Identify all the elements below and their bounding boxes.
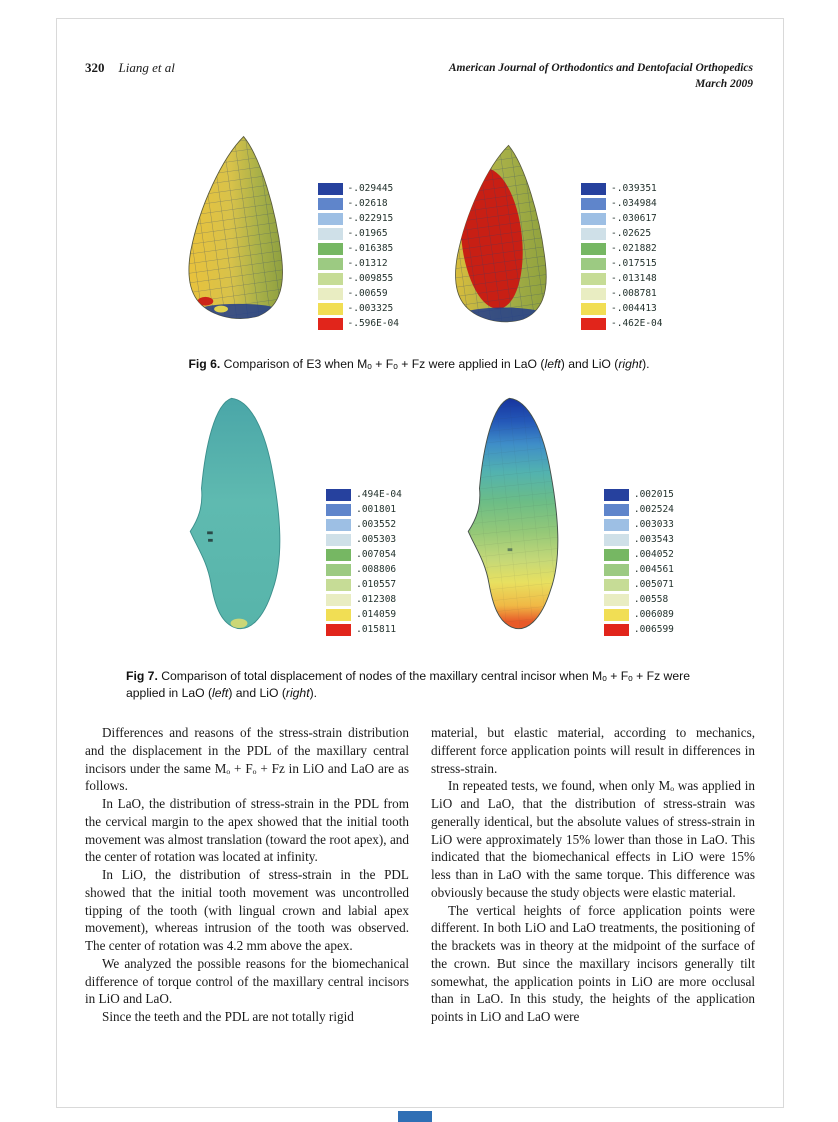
legend-row <box>326 623 402 636</box>
legend-row <box>581 317 662 330</box>
fig7-caption <box>0 668 838 701</box>
legend-swatch <box>326 624 351 636</box>
legend-swatch <box>604 564 629 576</box>
fig6-tooth-lao-image <box>176 122 306 334</box>
legend-row <box>604 503 674 516</box>
text-column-right <box>431 724 755 1026</box>
fig6-caption-label: Fig 6. <box>188 357 221 372</box>
fig6-lao-legend <box>318 182 399 330</box>
legend-value: .003552 <box>356 519 397 530</box>
legend-swatch <box>581 198 606 210</box>
paragraph: In LaO, the distribution of stress-strain in the PDL from the cervical margin to the apex showed that the initial tooth movement was almost translation (toward the root apex), and the center of rotation was located at infinity. <box>85 796 409 865</box>
legend-swatch <box>604 594 629 606</box>
legend-row <box>604 623 674 636</box>
page-number: 320 <box>85 60 105 75</box>
fig7-panel-lio <box>442 390 674 640</box>
legend-swatch <box>318 228 343 240</box>
running-head-right <box>449 60 753 92</box>
legend-row <box>604 578 674 591</box>
legend-value: .012308 <box>356 594 397 605</box>
legend-value: -.039351 <box>611 183 657 194</box>
legend-swatch <box>326 579 351 591</box>
legend-row <box>581 212 662 225</box>
figure7 <box>0 390 838 640</box>
legend-value: -.01965 <box>347 228 388 239</box>
paragraph: Since the teeth and the PDL are not totally rigid <box>102 1009 354 1024</box>
legend-swatch <box>318 213 343 225</box>
authors: Liang et al <box>118 60 175 75</box>
legend-value: .001801 <box>356 504 397 515</box>
legend-row <box>318 197 399 210</box>
legend-row <box>318 182 399 195</box>
legend-swatch <box>581 228 606 240</box>
legend-value: -.00659 <box>347 288 388 299</box>
legend-row <box>326 563 402 576</box>
legend-swatch <box>318 198 343 210</box>
running-head-left <box>85 60 175 76</box>
legend-row <box>581 287 662 300</box>
figure6 <box>0 122 838 334</box>
legend-value: .004561 <box>633 564 674 575</box>
legend-row <box>581 197 662 210</box>
legend-value: -.02625 <box>611 228 652 239</box>
legend-swatch <box>318 288 343 300</box>
legend-value: -.004413 <box>611 303 657 314</box>
legend-swatch <box>581 213 606 225</box>
legend-value: .008806 <box>356 564 397 575</box>
legend-value: -.030617 <box>611 213 657 224</box>
legend-row <box>326 548 402 561</box>
legend-row <box>604 563 674 576</box>
legend-swatch <box>581 288 606 300</box>
legend-swatch <box>326 504 351 516</box>
journal-title: American Journal of Orthodontics and Dentofacial Orthopedics <box>448 62 753 74</box>
legend-value: -.009855 <box>347 273 394 284</box>
legend-swatch <box>318 183 343 195</box>
legend-swatch <box>326 534 351 546</box>
legend-swatch <box>581 183 606 195</box>
legend-row <box>604 533 674 546</box>
legend-row <box>581 302 662 315</box>
legend-value: .014059 <box>356 609 397 620</box>
legend-value: -.02618 <box>347 198 388 209</box>
legend-swatch <box>604 609 629 621</box>
legend-row <box>318 242 399 255</box>
legend-swatch <box>604 624 629 636</box>
fig6-caption-italic-left: left <box>544 357 561 372</box>
paragraph: We analyzed the possible reasons for the biomechanical difference of torque control of the maxillary central incisors in LiO and LaO. <box>85 955 409 1007</box>
text-column-left <box>85 724 409 1026</box>
legend-swatch <box>604 489 629 501</box>
legend-swatch <box>326 594 351 606</box>
fig7-tooth-lio-image <box>442 390 592 640</box>
fig6-tooth-lio-image <box>443 134 569 334</box>
article-body <box>85 724 755 1026</box>
legend-value: .015811 <box>356 624 397 635</box>
legend-row <box>318 317 399 330</box>
paragraph: Differences and reasons of the stress-strain distribution and the displacement in the PDL of the maxillary central incisors under the same Mₒ + Fₒ + Fᴢ in LiO and LaO are as follows. <box>85 725 409 794</box>
legend-swatch <box>581 318 606 330</box>
legend-row <box>318 287 399 300</box>
legend-row <box>318 212 399 225</box>
fig7-caption-label: Fig 7. <box>126 669 158 684</box>
legend-value: .003543 <box>633 534 674 545</box>
legend-swatch <box>604 549 629 561</box>
page-header <box>85 60 753 92</box>
legend-value: -.029445 <box>347 183 394 194</box>
legend-row <box>318 227 399 240</box>
legend-row <box>318 302 399 315</box>
legend-row <box>581 182 662 195</box>
fig7-caption-italic-right: right <box>285 685 310 700</box>
legend-swatch <box>326 519 351 531</box>
paragraph: material, but elastic material, according to mechanics, different force application points will result in differences in stress-strain. <box>431 725 755 776</box>
legend-value: .004052 <box>633 549 674 560</box>
legend-row <box>326 518 402 531</box>
legend-value: .00558 <box>633 594 669 605</box>
legend-swatch <box>318 258 343 270</box>
legend-row <box>604 548 674 561</box>
legend-swatch <box>318 243 343 255</box>
legend-value: -.017515 <box>611 258 657 269</box>
legend-value: -.008781 <box>611 288 657 299</box>
legend-row <box>326 533 402 546</box>
scan-artifact <box>398 1111 432 1122</box>
paragraph: In LiO, the distribution of stress-strain in the PDL showed that the initial tooth movement was uncontrolled tipping of the tooth (with lingual crown and labial apex movement), whereas intrusion of the tooth was observed. The center of rotation was 4.2 mm above the apex. <box>85 867 409 953</box>
legend-row <box>318 272 399 285</box>
legend-value: -.003325 <box>347 303 394 314</box>
fig6-caption <box>0 356 838 372</box>
legend-value: -.034984 <box>611 198 657 209</box>
fig7-tooth-lao-image <box>164 390 314 640</box>
fig6-caption-text: ). <box>642 357 650 372</box>
fig6-lio-legend <box>581 182 662 330</box>
legend-swatch <box>581 273 606 285</box>
legend-row <box>581 257 662 270</box>
legend-value: -.462E-04 <box>611 318 663 329</box>
legend-swatch <box>326 609 351 621</box>
legend-value: .006599 <box>633 624 674 635</box>
legend-swatch <box>604 504 629 516</box>
fig6-panel-lio <box>443 134 662 334</box>
legend-value: .005071 <box>633 579 674 590</box>
legend-row <box>604 593 674 606</box>
fig7-caption-text: Comparison of total displacement of nodes of the maxillary central incisor when Mₒ + Fₒ + Fᴢ were applied in LaO ( <box>126 669 690 700</box>
legend-swatch <box>318 303 343 315</box>
legend-swatch <box>604 519 629 531</box>
paragraph: The vertical heights of force application points were different. In both LiO and LaO treatments, the positioning of the brackets was in theory at the midpoint of the surface of the crown. But since the maxillary incisors generally tilt somewhat, the application points in LiO are more occlusal than in LaO. In this study, the heights of the application points in LiO and LaO were <box>431 902 755 1024</box>
legend-row <box>326 578 402 591</box>
legend-value: -.013148 <box>611 273 657 284</box>
legend-swatch <box>326 489 351 501</box>
legend-value: .007054 <box>356 549 397 560</box>
legend-value: -.016385 <box>347 243 394 254</box>
fig7-caption-inner <box>126 668 712 701</box>
legend-value: -.596E-04 <box>347 318 399 329</box>
legend-swatch <box>604 579 629 591</box>
legend-value: .002015 <box>633 489 674 500</box>
legend-row <box>604 518 674 531</box>
journal-issue: March 2009 <box>695 78 753 91</box>
fig7-caption-italic-left: left <box>212 685 229 700</box>
paragraph: In repeated tests, we found, when only Mₒ was applied in LiO and LaO, that the distribution of stress-strain was generally identical, but the absolute values of stress-strain in LiO were approximately 15% lower than those in LaO. This indicated that the biomechanical effects in LiO were 15% less than in LaO with the same torque. This difference was obviously because the study objects were elastic material. <box>431 778 755 900</box>
fig7-panel-lao <box>164 390 402 640</box>
fig6-caption-text: Comparison of E3 when Mₒ + Fₒ + Fᴢ were applied in LaO ( <box>220 357 545 372</box>
legend-swatch <box>318 318 343 330</box>
legend-row <box>326 488 402 501</box>
legend-value: -.021882 <box>611 243 657 254</box>
fig6-caption-italic-right: right <box>618 357 643 372</box>
legend-row <box>604 608 674 621</box>
legend-row <box>326 608 402 621</box>
legend-swatch <box>581 243 606 255</box>
legend-value: .002524 <box>633 504 674 515</box>
legend-row <box>326 593 402 606</box>
legend-swatch <box>318 273 343 285</box>
legend-row <box>326 503 402 516</box>
fig7-caption-text: ). <box>309 685 318 700</box>
legend-row <box>604 488 674 501</box>
legend-value: -.01312 <box>347 258 388 269</box>
legend-row <box>581 227 662 240</box>
legend-row <box>581 272 662 285</box>
legend-swatch <box>326 549 351 561</box>
legend-swatch <box>581 303 606 315</box>
fig7-lio-legend <box>604 488 674 636</box>
legend-row <box>581 242 662 255</box>
legend-value: -.022915 <box>347 213 394 224</box>
legend-row <box>318 257 399 270</box>
fig6-panel-lao <box>176 122 399 334</box>
fig6-caption-text: ) and LiO ( <box>560 357 619 372</box>
fig7-caption-text: ) and LiO ( <box>228 685 286 700</box>
legend-value: .006089 <box>633 609 674 620</box>
legend-swatch <box>326 564 351 576</box>
legend-value: .005303 <box>356 534 397 545</box>
fig7-lao-legend <box>326 488 402 636</box>
legend-value: .010557 <box>356 579 397 590</box>
legend-swatch <box>581 258 606 270</box>
legend-swatch <box>604 534 629 546</box>
legend-value: .003033 <box>633 519 674 530</box>
legend-value: .494E-04 <box>356 489 402 500</box>
